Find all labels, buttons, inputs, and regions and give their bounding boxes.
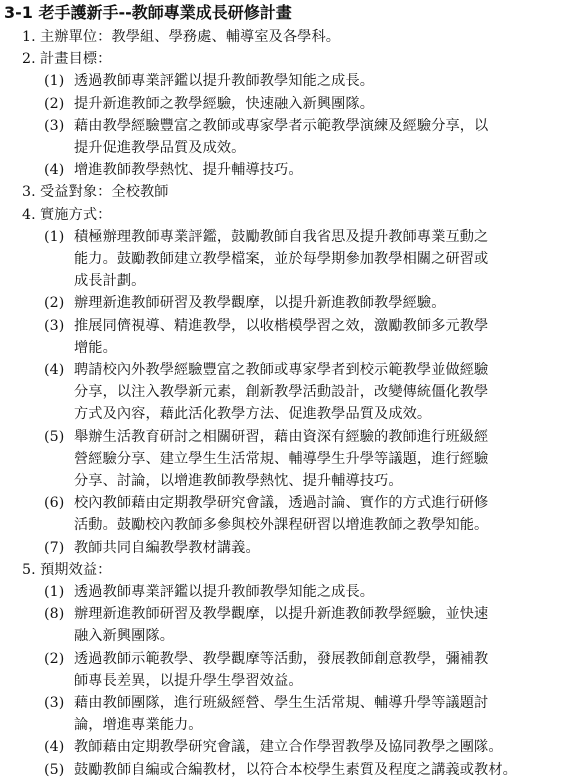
- list-item-number: (2): [44, 295, 65, 312]
- list-item-number: (3): [44, 317, 65, 334]
- list-item-text: 推展同儕視導、精進教學，以收楷模學習之效，激勵教師多元教學: [74, 317, 489, 334]
- list-item-text: 聘請校內外教學經驗豐富之教師或專家學者到校示範教學並做經驗: [74, 362, 489, 378]
- list-item-number: (6): [44, 495, 65, 512]
- list-item-number: (1): [44, 228, 65, 245]
- list-item-text: 透過教師示範教學、教學觀摩等活動，發展教師創意教學，彌補教: [74, 650, 489, 667]
- list-item-text: 藉由教學經驗豐富之教師或專家學者示範教學演練及經驗分享，以: [74, 117, 489, 134]
- list-item-text: 教師共同自編教學教材講義。: [74, 539, 260, 556]
- list-item-number: (4): [44, 362, 65, 378]
- section-number: 1.: [22, 29, 36, 45]
- list-item-text: 能力。鼓勵教師建立教學檔案，並於每學期參加教學相關之研習或: [74, 251, 489, 267]
- list-item-text: 方式及內容，藉此活化教學方法、促進教學品質及成效。: [74, 406, 432, 423]
- list-item-text: 融入新興團隊。: [74, 628, 175, 645]
- list-item-text: 舉辦生活教育研討之相關研習，藉由資深有經驗的教師進行班級經: [74, 428, 489, 445]
- list-item-text: 積極辦理教師專業評鑑，鼓勵教師自我省思及提升教師專業互動之: [74, 228, 489, 245]
- section-number: 3.: [22, 184, 36, 201]
- list-item-text: 增進教師教學熱忱、提升輔導技巧。: [74, 162, 303, 179]
- list-item-text: 增能。: [74, 339, 117, 356]
- list-item-number: (2): [44, 95, 65, 112]
- section-heading: 計畫目標：: [40, 51, 112, 68]
- list-item-text: 辦理新進教師研習及教學觀摩，以提升新進教師教學經驗。: [74, 295, 446, 312]
- list-item-number: (2): [44, 650, 65, 667]
- list-item-text: 成長計劃。: [74, 273, 146, 290]
- list-item-text: 透過教師專業評鑑以提升教師教學知能之成長。: [74, 584, 375, 600]
- section-number: 2.: [22, 51, 36, 68]
- list-item-text: 營經驗分享、建立學生生活常規、輔導學生升學等議題，進行經驗: [74, 450, 489, 467]
- section-heading: 預期效益：: [40, 561, 112, 578]
- list-item-text: 校內教師藉由定期教學研究會議，透過討論、實作的方式進行研修: [74, 495, 489, 512]
- section-number: 5.: [22, 561, 36, 578]
- list-item-text: 提升新進教師之教學經驗，快速融入新興團隊。: [74, 95, 375, 112]
- list-item-number: (7): [44, 539, 65, 556]
- list-item-text: 鼓勵教師自編或合編教材，以符合本校學生素質及程度之講義或教材。: [74, 761, 517, 778]
- list-item-text: 師專長差異，以提升學生學習效益。: [74, 672, 303, 689]
- list-item-number: (3): [44, 695, 65, 711]
- list-item-text: 分享，以注入教學新元素，創新教學活動設計，改變傳統僵化教學: [74, 384, 489, 401]
- list-item-number: (8): [44, 606, 65, 623]
- list-item-number: (1): [44, 584, 65, 600]
- document-title: 3-1 老手護新手--教師專業成長研修計畫: [4, 3, 292, 22]
- list-item-text: 提升促進教學品質及成效。: [74, 140, 246, 156]
- list-item-text: 透過教師專業評鑑以提升教師教學知能之成長。: [74, 73, 375, 90]
- list-item-number: (3): [44, 117, 65, 134]
- list-item-text: 辦理新進教師研習及教學觀摩，以提升新進教師教學經驗，並快速: [74, 606, 489, 623]
- list-item-text: 教師藉由定期教學研究會議，建立合作學習教學及協同教學之團隊。: [74, 739, 503, 756]
- section-heading: 主辦單位：教學組、學務處、輔導室及各學科。: [40, 29, 341, 45]
- list-item-text: 藉由教師團隊，進行班級經營、學生生活常規、輔導升學等議題討: [74, 695, 489, 711]
- list-item-number: (1): [44, 73, 65, 90]
- section-heading: 受益對象：全校教師: [40, 184, 169, 201]
- list-item-number: (5): [44, 761, 65, 778]
- list-item-number: (5): [44, 428, 65, 445]
- list-item-text: 分享、討論，以增進教師教學熱忱、提升輔導技巧。: [74, 473, 403, 489]
- section-heading: 實施方式：: [40, 206, 112, 223]
- list-item-number: (4): [44, 162, 65, 179]
- list-item-text: 活動。鼓勵校內教師多參與校外課程研習以增進教師之教學知能。: [74, 517, 489, 534]
- list-item-text: 論，增進專業能力。: [74, 717, 203, 734]
- list-item-number: (4): [44, 739, 65, 756]
- section-number: 4.: [22, 206, 36, 223]
